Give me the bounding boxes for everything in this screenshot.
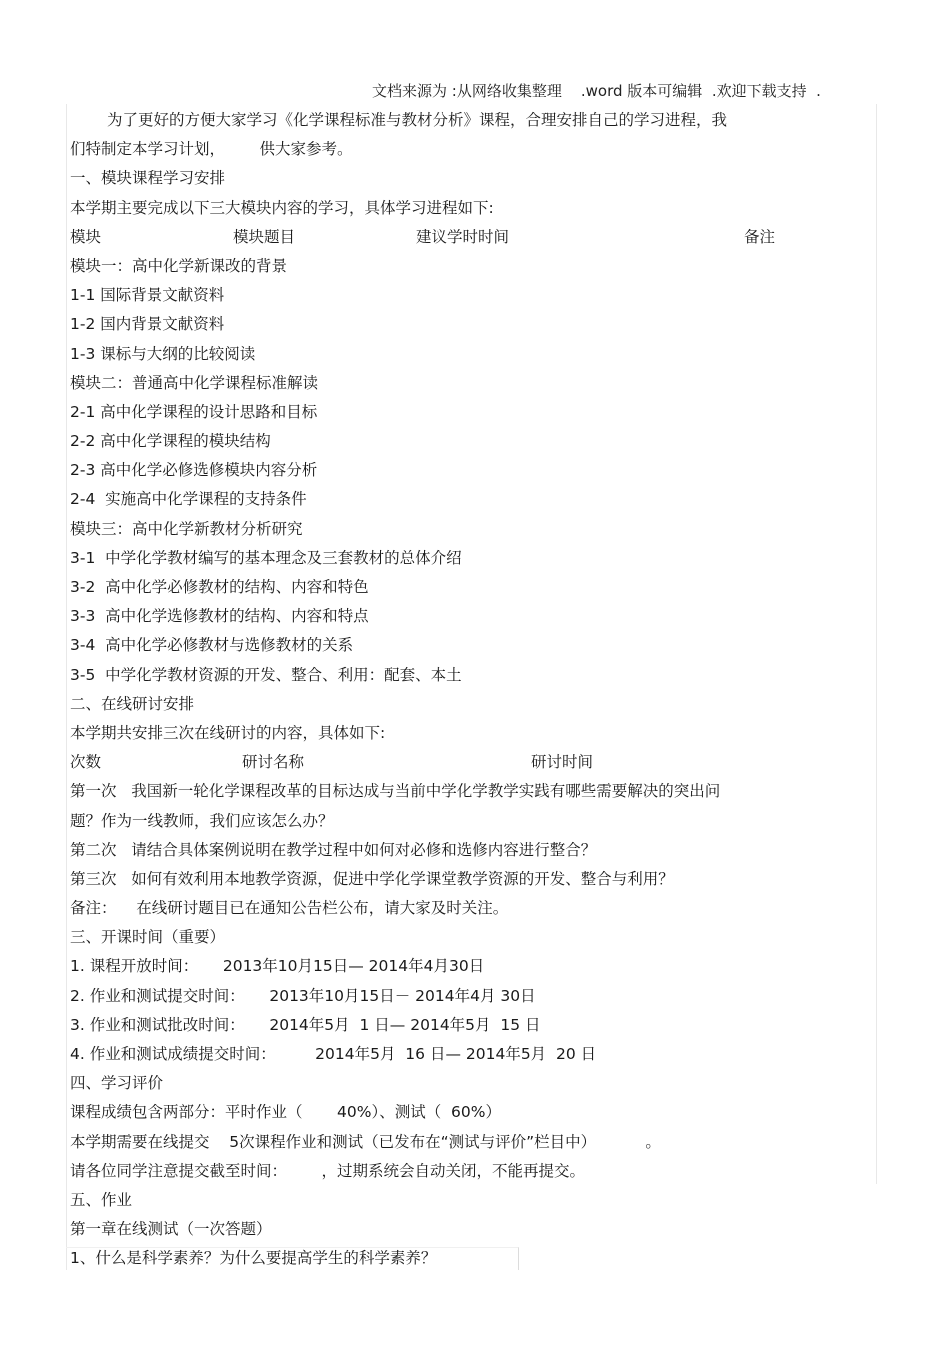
discussion-row: 第三次 如何有效利用本地教学资源，促进中学化学课堂教学资源的开发、整合与利用？ — [70, 869, 674, 888]
page-frame-left — [66, 104, 67, 1270]
section-heading-modules: 一、模块课程学习安排 — [70, 169, 226, 188]
intro-line-1: 为了更好的方便大家学习《化学课程标准与教材分析》课程，合理安排自己的学习进程，我 — [107, 111, 728, 129]
module-item: 模块一：高中化学新课改的背景 — [70, 256, 288, 275]
module-item: 3-2 高中化学必修教材的结构、内容和特色 — [70, 578, 369, 596]
discussion-row: 第二次 请结合具体案例说明在教学过程中如何对必修和选修内容进行整合？ — [70, 840, 597, 859]
evaluation-item: 请各位同学注意提交截至时间： ，过期系统会自动关闭，不能再提交。 — [70, 1161, 585, 1180]
col-header-remarks: 备注 — [744, 227, 776, 246]
module-item: 1-2 国内背景文献资料 — [70, 315, 225, 334]
discussion-table-header — [70, 748, 870, 777]
schedule-item: 3. 作业和测试批改时间： 2014年5月 1 日— 2014年5月 15 日 — [70, 1015, 541, 1034]
section-heading-online-discussion: 二、在线研讨安排 — [70, 694, 195, 713]
schedule-item: 4. 作业和测试成绩提交时间： 2014年5月 16 日— 2014年5月 20 日 — [70, 1045, 597, 1063]
module-item: 3-5 中学化学教材资源的开发、整合、利用：配套、本土 — [70, 665, 462, 684]
col-header-session: 次数 — [70, 753, 102, 772]
module-item: 1-3 课标与大纲的比较阅读 — [70, 344, 256, 363]
modules-description: 本学期主要完成以下三大模块内容的学习，具体学习进程如下: — [70, 198, 494, 217]
homework-subheading: 第一章在线测试（一次答题） — [70, 1220, 272, 1239]
section-heading-homework: 五、作业 — [70, 1190, 133, 1209]
module-item: 2-4 实施高中化学课程的支持条件 — [70, 490, 307, 509]
homework-question: 1、什么是科学素养？为什么要提高学生的科学素养？ — [70, 1249, 437, 1268]
col-header-discussion-time: 研讨时间 — [531, 753, 594, 772]
section-heading-evaluation: 四、学习评价 — [70, 1074, 164, 1093]
module-item: 3-1 中学化学教材编写的基本理念及三套教材的总体介绍 — [70, 548, 462, 567]
module-item: 2-2 高中化学课程的模块结构 — [70, 432, 271, 451]
evaluation-item: 本学期需要在线提交 5次课程作业和测试（已发布在“测试与评价”栏目中） 。 — [70, 1132, 661, 1151]
source-note: 文档来源为 :从网络收集整理 .word 版本可编辑 .欢迎下载支持 . — [372, 82, 821, 100]
discussion-note: 备注： 在线研讨题目已在通知公告栏公布，请大家及时关注。 — [70, 899, 509, 918]
schedule-item: 2. 作业和测试提交时间： 2013年10月15日－ 2014年4月 30日 — [70, 986, 536, 1005]
module-item: 3-4 高中化学必修教材与选修教材的关系 — [70, 636, 354, 655]
col-header-module-title: 模块题目 — [233, 227, 296, 246]
schedule-item: 1. 课程开放时间： 2013年10月15日— 2014年4月30日 — [70, 957, 485, 976]
discussion-row: 第一次 我国新一轮化学课程改革的目标达成与当前中学化学教学实践有哪些需要解决的突出问 — [70, 782, 721, 801]
module-item: 模块二：普通高中化学课程标准解读 — [70, 373, 319, 392]
discussion-row: 题？作为一线教师，我们应该怎么办？ — [70, 811, 334, 830]
modules-table-header — [70, 223, 870, 252]
evaluation-item: 课程成绩包含两部分：平时作业（ 40%）、测试（ 60%） — [70, 1103, 501, 1122]
module-item: 模块三：高中化学新教材分析研究 — [70, 519, 303, 538]
col-header-module: 模块 — [70, 227, 102, 246]
page-frame-right — [876, 104, 877, 1184]
section-heading-schedule: 三、开课时间（重要） — [70, 928, 226, 947]
document-body — [70, 106, 870, 1274]
module-item: 2-1 高中化学课程的设计思路和目标 — [70, 402, 318, 421]
module-item: 3-3 高中化学选修教材的结构、内容和特点 — [70, 607, 369, 626]
module-item: 2-3 高中化学必修选修模块内容分析 — [70, 461, 318, 480]
module-item: 1-1 国际背景文献资料 — [70, 286, 225, 305]
discussion-description: 本学期共安排三次在线研讨的内容，具体如下: — [70, 723, 386, 742]
intro-line-2: 们特制定本学习计划， 供大家参考。 — [70, 140, 353, 159]
col-header-suggested-time: 建议学时时间 — [416, 227, 510, 246]
col-header-topic: 研讨名称 — [242, 753, 305, 772]
